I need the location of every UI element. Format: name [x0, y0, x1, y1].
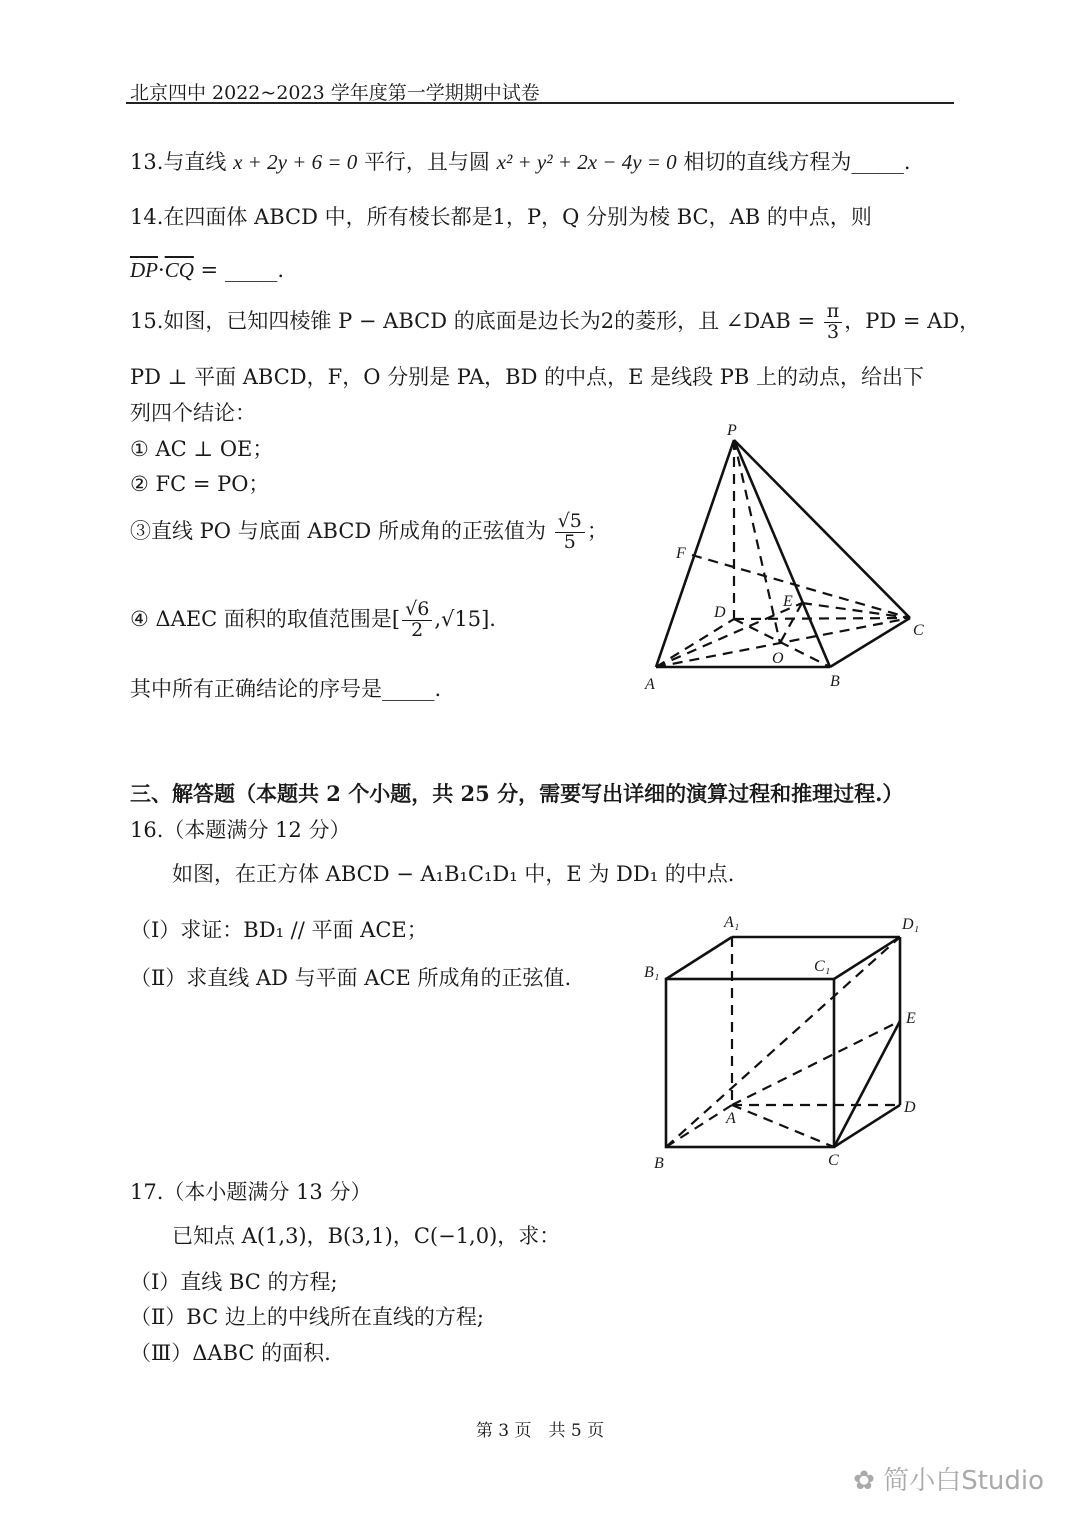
q17-part-3: （Ⅲ）ΔABC 的面积. [130, 1341, 331, 1365]
q17-stem: 已知点 A(1,3)，B(3,1)，C(−1,0)，求： [172, 1224, 561, 1248]
q15-text-1b: ，PD = AD， [844, 308, 981, 333]
question-15-line-2: PD ⊥ 平面 ABCD，F，O 分别是 PA，BD 的中点，E 是线段 PB 上的动点，给出下 [130, 365, 924, 389]
label-a1: A₁ [724, 914, 740, 931]
label-e: E [783, 593, 793, 610]
label-f: F [676, 545, 686, 562]
question-15-line-1 [130, 302, 980, 343]
fraction-sqrt5-over-5 [555, 512, 585, 553]
label-o: O [772, 650, 784, 667]
q13-circle-equation: x² + y² + 2x − 4y = 0 [496, 150, 677, 174]
q13-number: 13. [130, 150, 164, 174]
q15-c4-tail: ,√15]. [434, 606, 496, 631]
q16-stem: 如图，在正方体 ABCD − A₁B₁C₁D₁ 中，E 为 DD₁ 的中点. [172, 862, 735, 886]
q15-conclusion-3 [130, 512, 608, 553]
question-14-line-1: 14.在四面体 ABCD 中，所有棱长都是1，P，Q 分别为棱 BC，AB 的中点，则 [130, 205, 872, 229]
label-d1: D₁ [902, 916, 920, 933]
cube-figure [636, 905, 936, 1180]
q15-c4-text: ④ ΔAEC 面积的取值范围是[ [130, 606, 401, 631]
fraction-denominator: 3 [826, 320, 840, 343]
diagonal-ac [732, 1105, 834, 1147]
q15-text-1a: 15.如图，已知四棱锥 P − ABCD 的底面是边长为2的菱形，且 ∠DAB = [130, 308, 816, 333]
watermark-text: 简小白Studio [883, 1466, 1044, 1496]
label-c1: C₁ [814, 958, 831, 975]
label-a: A [726, 1110, 736, 1127]
q15-c3-tail: ； [586, 518, 608, 543]
edge-bc [830, 618, 910, 667]
front-face [666, 979, 834, 1147]
edge-b1a1 [666, 937, 732, 979]
dot-operator: · [158, 258, 165, 282]
vector-dp: $\overline{DP}$ [130, 258, 158, 282]
page-footer: 第 3 页 共 5 页 [475, 1421, 605, 1441]
pyramid-figure [630, 415, 940, 705]
label-a: A [645, 676, 655, 693]
q16-heading: 16.（本题满分 12 分） [130, 818, 351, 842]
question-14-line-2 [130, 258, 284, 283]
q15-ask: 其中所有正确结论的序号是_____. [130, 677, 442, 701]
edge-pb [734, 440, 830, 667]
q14-answer-blank: = _____. [193, 258, 284, 282]
label-e: E [906, 1010, 916, 1027]
fraction-denominator: 5 [563, 530, 576, 553]
label-b1: B₁ [644, 964, 660, 981]
q17-part-1: （Ⅰ）直线 BC 的方程; [130, 1270, 338, 1294]
q17-part-2: （Ⅱ）BC 边上的中线所在直线的方程; [130, 1305, 484, 1329]
q15-conclusion-2: ② FC = PO； [130, 472, 270, 496]
diagonal-bd1 [666, 937, 900, 1147]
fraction-numerator: √5 [555, 512, 585, 533]
segment-ec [802, 603, 910, 618]
watermark [853, 1460, 1044, 1497]
edge-pa [656, 440, 734, 667]
section-3-heading: 三、解答题（本题共 2 个小题，共 25 分，需要写出详细的演算过程和推理过程.） [130, 781, 904, 806]
label-b: B [654, 1155, 664, 1172]
label-c: C [913, 622, 924, 639]
label-p: P [727, 422, 737, 439]
q17-heading: 17.（本小题满分 13 分） [130, 1180, 372, 1204]
question-13 [130, 146, 911, 176]
segment-ce [834, 1021, 900, 1147]
q13-text-2: 平行，且与圆 [363, 150, 490, 174]
fraction-denominator: 2 [411, 618, 424, 641]
q15-conclusion-4 [130, 600, 496, 641]
fraction-numerator: √6 [402, 600, 432, 621]
segment-ae [732, 1021, 900, 1105]
label-d: D [714, 604, 726, 621]
fraction-pi-over-3 [824, 302, 843, 343]
q15-c3-text: ③直线 PO 与底面 ABCD 所成角的正弦值为 [130, 518, 546, 543]
q13-text-3: 相切的直线方程为_____. [683, 150, 911, 174]
q15-conclusion-1: ① AC ⊥ OE； [130, 437, 274, 461]
vector-cq: $\overline{CQ}$ [164, 258, 194, 282]
q13-line-equation: x + 2y + 6 = 0 [233, 150, 358, 174]
fraction-numerator: π [824, 302, 843, 323]
label-b: B [830, 673, 840, 690]
label-c: C [828, 1152, 839, 1169]
edge-pc [734, 440, 910, 618]
q13-text-1: 与直线 [163, 150, 227, 174]
page-header: 北京四中 2022~2023 学年度第一学期期中试卷 [130, 82, 540, 104]
header-rule [126, 102, 954, 104]
edge-dc [734, 618, 910, 619]
fraction-sqrt6-over-2 [402, 600, 432, 641]
label-d: D [904, 1099, 916, 1116]
wechat-icon: ✿ [853, 1466, 884, 1496]
q16-part-2: （Ⅱ）求直线 AD 与平面 ACE 所成角的正弦值. [130, 966, 572, 990]
edge-ba [666, 1105, 732, 1147]
question-15-line-3: 列四个结论： [130, 401, 256, 425]
q16-part-1: （Ⅰ）求证：BD₁ // 平面 ACE； [130, 918, 428, 942]
segment-po [734, 440, 780, 643]
edge-c1d1 [834, 937, 900, 979]
